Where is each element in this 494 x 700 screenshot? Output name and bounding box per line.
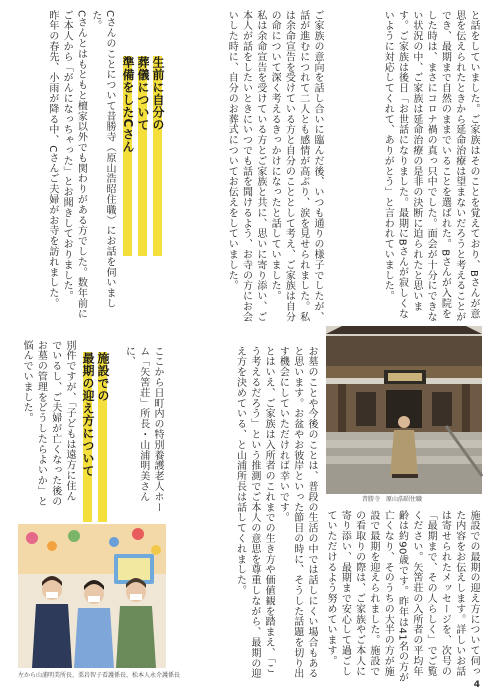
- article-paragraph: 施設での最期の迎え方について伺った内容をお伝えします。詳しいお話は寄せられたメッセージを、次号の「最期まで、その人らしく」でご覧ください。矢筈荘の入所者の平均年齢は約90歳です。昨年は41名の方が亡くなり、そのうちの大半の方が施設で最期を迎えられました。施設での看取りの際は、ご家族やご本人に寄り添い、最期まで安心して過ごしていただけるよう努めています。: [325, 510, 479, 683]
- heading-line: 最期の迎え方について: [80, 352, 95, 522]
- article-paragraph: Cさんとはもともと檀家以外でも関わりがある方でした。数年前にご本人から「がんになっちゃった」とお聞きしておりました。: [61, 10, 87, 319]
- article-paragraph: 私は余命宣告を受けている方とご家族と共に、思いに寄り添い、ご本人が話をしたいときにいつでも話を聞けるよう、お寺の方にお会いした時に、自分のお葬式についてお伝えをしていました。: [226, 10, 266, 322]
- staff-photo: [18, 524, 166, 668]
- article-column-upper-left: [16, 10, 116, 326]
- temple-photo-caption: 昔勝寺 原山浩昭住職: [362, 496, 423, 503]
- article-paragraph: とはいえ、ご家族は入所者のこれまでの生き方や価値観を踏まえ、「こう考えるだろう」という推測でご本人の意思を尊重しながら、最期の迎え方を決めている、と山浦所長は話してくれました。: [234, 346, 275, 679]
- heading-line: 準備をしたCさん: [120, 56, 135, 256]
- heading-line: 生前に自分の: [150, 56, 165, 256]
- heading-line: 施設での: [95, 352, 110, 522]
- page-number: 4: [473, 680, 480, 690]
- article-paragraph: 昨年の春先、小雨が降る中、Cさんご夫婦がお寺を訪れました。: [46, 10, 58, 309]
- article-paragraph: ここから日町内の特別養護老人ホーム「矢筈荘」所長・山浦明美さんに、: [123, 346, 163, 513]
- article-paragraph: Cさんのことについて昔勝寺（原山浩昭住職）にお話を伺いました。: [89, 10, 115, 309]
- temple-priest-image: [326, 326, 482, 494]
- section-heading-c-san: [120, 56, 165, 256]
- heading-line: 葬儀について: [135, 56, 150, 256]
- temple-photo: [326, 326, 482, 494]
- article-column-lower-middle: [168, 346, 318, 684]
- staff-photo-caption: 左から山浦明美所長、栗岩智子看護係長、松本人永介護係長: [18, 672, 181, 679]
- article-column-upper-right: [330, 10, 480, 326]
- article-paragraph: お墓のことや今後のことは、普段の生活の中では話しにくい場合もあると思います。お盆やお彼岸といった節目の時に、そうした話題を切り出す機会にしていただければ幸いです。: [277, 346, 317, 679]
- article-column-lower-left: [16, 340, 76, 510]
- article-column-lower-right: [325, 510, 480, 684]
- article-paragraph: 別件ですが、「子どもは遠方に住んでいるし、ご夫婦が亡くなった後のお墓の管理をどうしたらよいか」と悩んでいました。: [21, 340, 75, 507]
- article-column-upper-middle: [184, 10, 324, 326]
- article-paragraph: と話をしていました。ご家族はそのことを覚えており、Bさんが意思を伝えられたときから延命治療は望まないだろうと考えることができ、最期まで自然のままでいることを選ばれた。Bさんが入院をした時は、まさにコロナ禍の真っ只中でした。面会が十分にできない状況の中、ご家族は延命治療の是非の決断に迫られたと思います。ご家族は後日「お世話になりました。最期にBさんが寂しくないように対応してくれて、ありがとう」と言われていました。: [382, 10, 479, 322]
- article-paragraph: ご家族の意向を話し合いに臨んだ後、いつも通りの様子でしたが、話が進むにつれて二人とも感情が高ぶり、涙を見せられました。私は余命宣告を受けている方と自分のこととして考え、ご家族は自分の命について深く考えるきっかけになったと話していました。: [269, 10, 323, 322]
- staff-members-image: [18, 524, 166, 668]
- article-column-lower-left-narrow: [124, 346, 164, 516]
- section-heading-facility: [80, 352, 110, 522]
